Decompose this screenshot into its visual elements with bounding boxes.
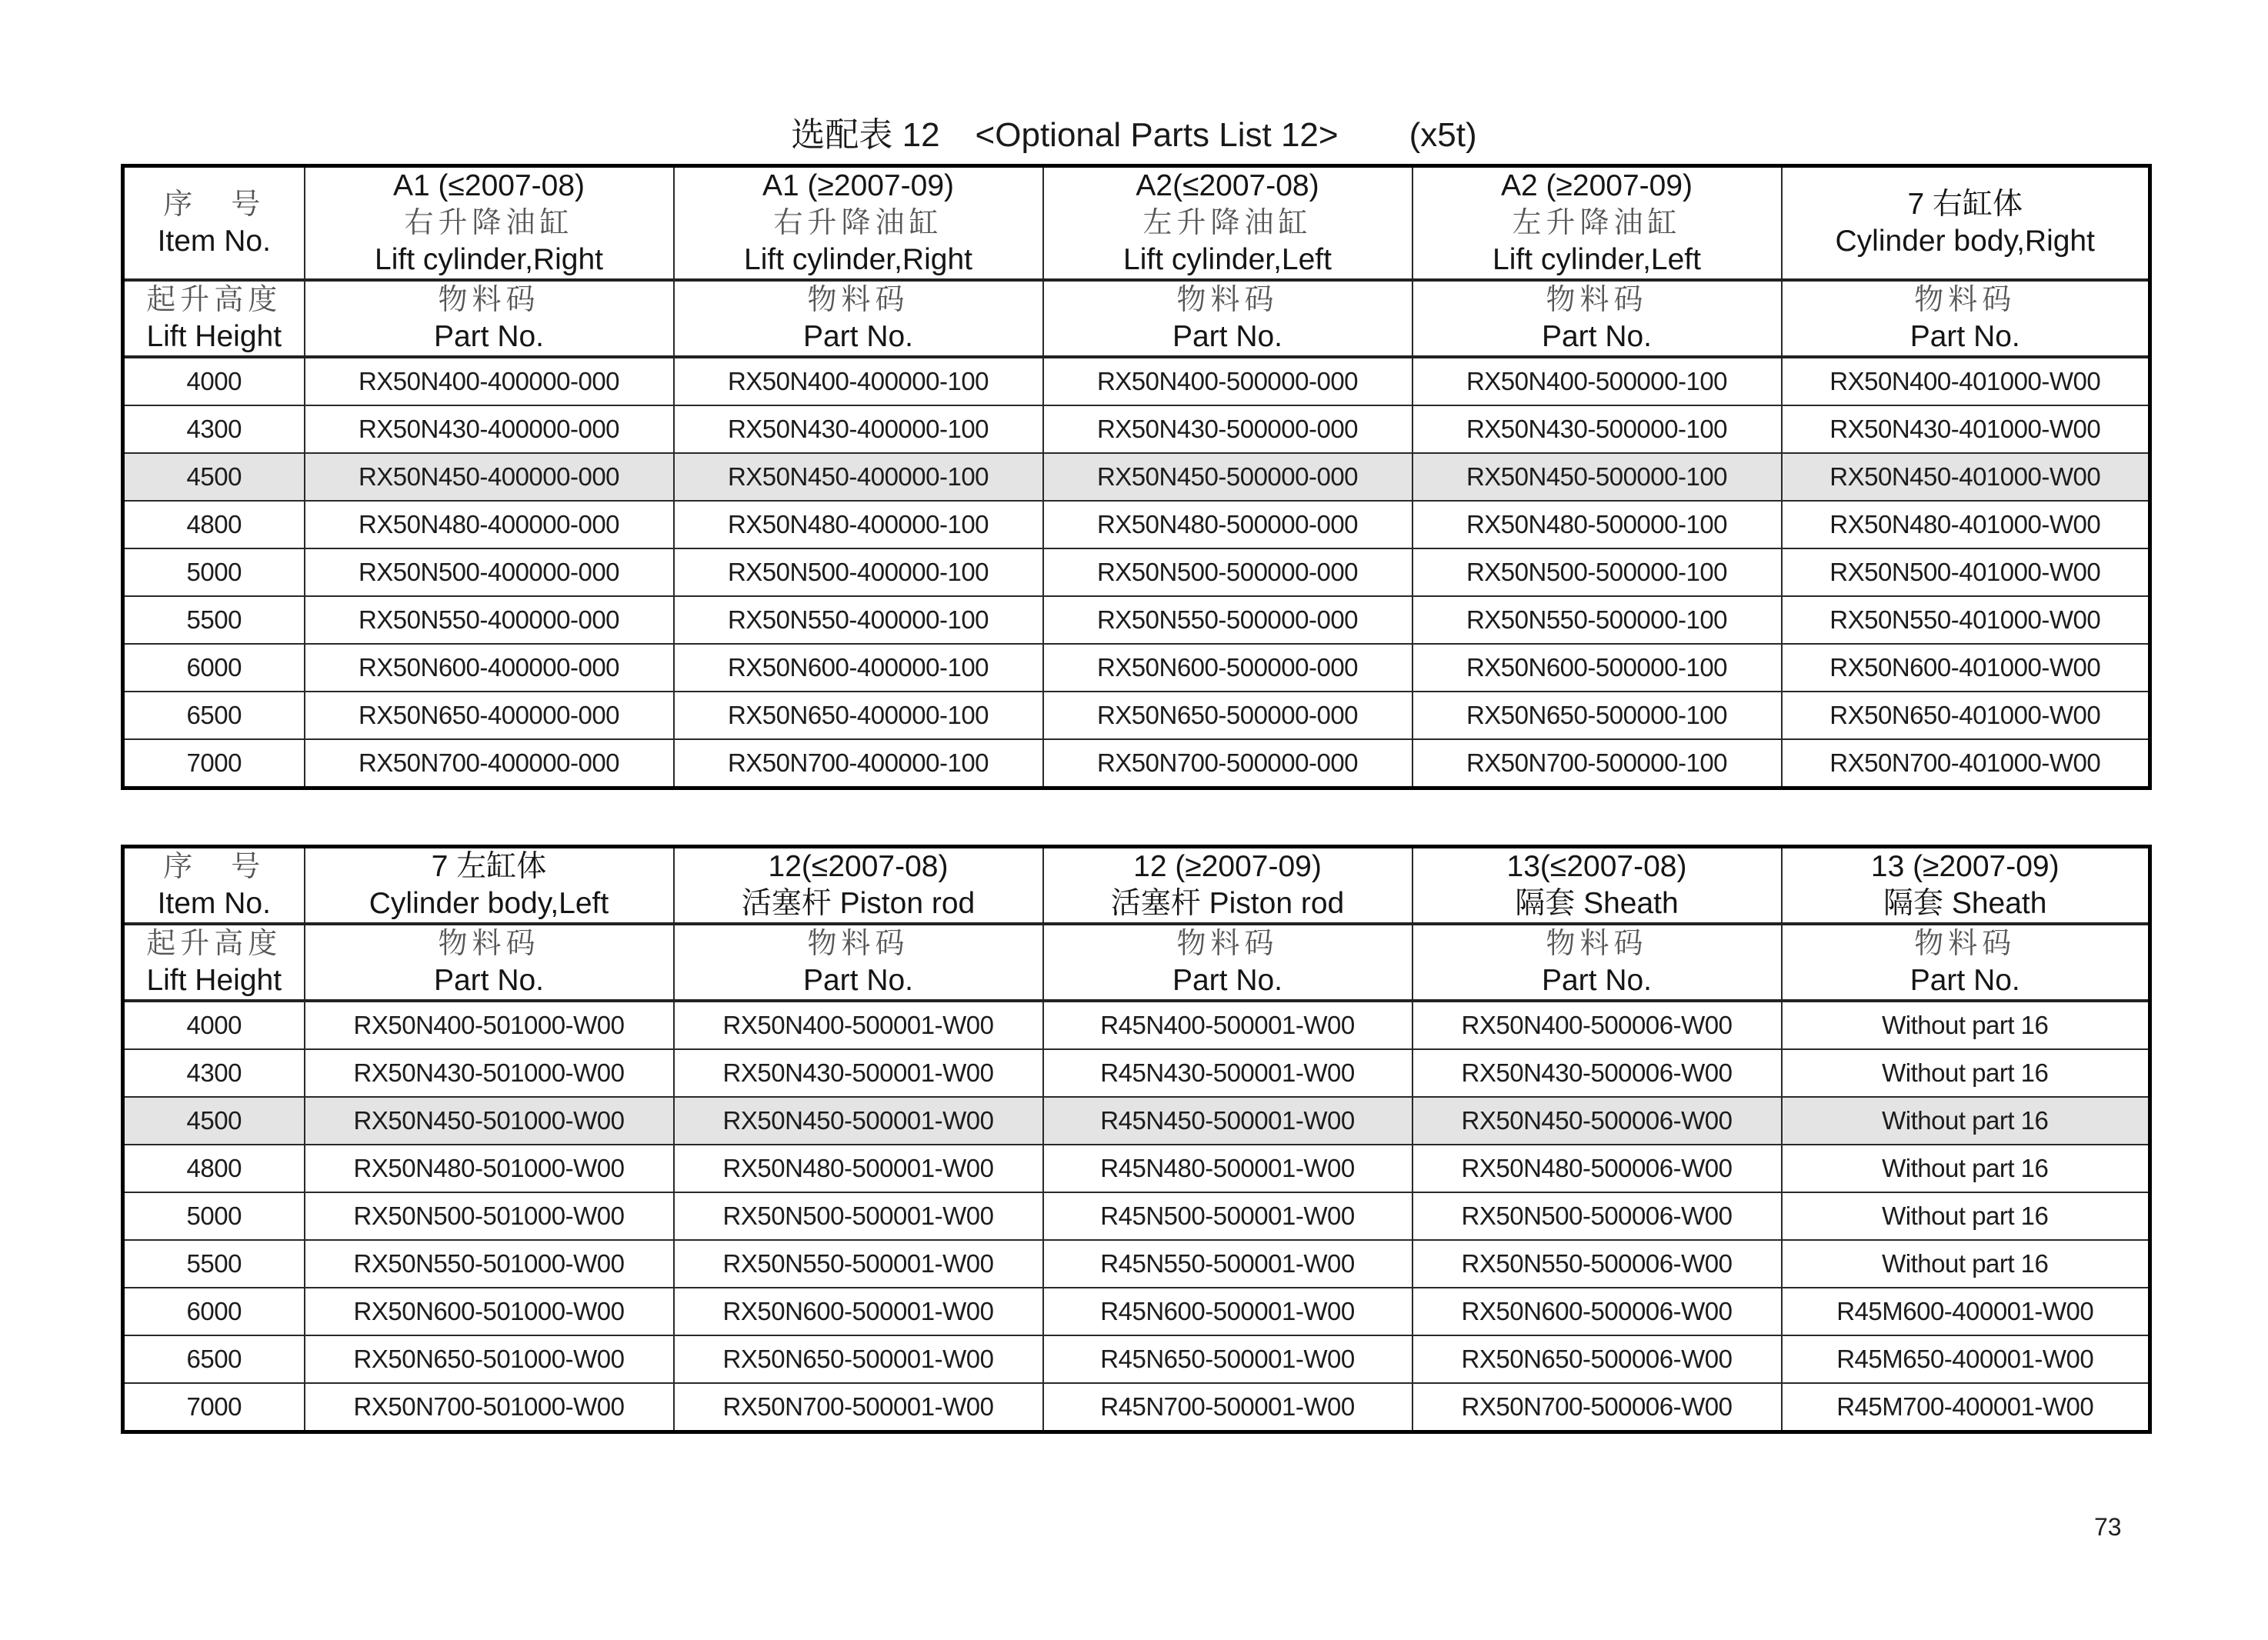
part-number-cell: RX50N450-500006-W00 xyxy=(1412,1097,1782,1145)
lift-height-cell: 4800 xyxy=(123,501,305,548)
column-name-cn: 左升降油缸 xyxy=(1512,207,1682,239)
part-number-cell: RX50N550-500000-000 xyxy=(1043,596,1412,644)
part-number-cell: RX50N500-500006-W00 xyxy=(1412,1192,1782,1240)
part-no-en: Part No. xyxy=(1909,964,2020,997)
column-code: A1 (≥2007-09) xyxy=(762,169,955,202)
part-number-cell: RX50N480-400000-000 xyxy=(305,501,674,548)
part-number-cell: RX50N550-501000-W00 xyxy=(305,1240,674,1288)
part-number-cell: RX50N600-401000-W00 xyxy=(1782,644,2150,692)
part-no-header xyxy=(1043,280,1412,357)
part-number-cell: Without part 16 xyxy=(1782,1240,2150,1288)
header-row-part-no xyxy=(123,280,2150,357)
part-number-cell: RX50N600-500006-W00 xyxy=(1412,1288,1782,1335)
part-no-cn: 物料码 xyxy=(1914,928,2016,960)
column-header xyxy=(305,166,674,281)
header-row-items xyxy=(123,847,2150,925)
table-row xyxy=(123,405,2150,453)
part-no-en: Part No. xyxy=(1541,320,1653,353)
lift-height-en: Lift Height xyxy=(146,320,282,353)
part-number-cell: RX50N450-400000-000 xyxy=(305,453,674,501)
part-number-cell: RX50N500-401000-W00 xyxy=(1782,548,2150,596)
lift-height-cell: 5000 xyxy=(123,548,305,596)
part-number-cell: RX50N480-401000-W00 xyxy=(1782,501,2150,548)
lift-height-cn: 起升高度 xyxy=(146,928,282,960)
table-row xyxy=(123,548,2150,596)
column-code: A2 (≥2007-09) xyxy=(1500,169,1693,202)
part-number-cell: RX50N430-400000-000 xyxy=(305,405,674,453)
title-model: (x5t) xyxy=(1409,116,1477,154)
column-header xyxy=(1043,166,1412,281)
column-header xyxy=(1782,166,2150,281)
part-number-cell: RX50N600-500001-W00 xyxy=(674,1288,1043,1335)
part-number-cell: RX50N480-400000-100 xyxy=(674,501,1043,548)
column-header xyxy=(674,847,1043,925)
lift-height-cell: 4500 xyxy=(123,453,305,501)
lift-height-cell: 4000 xyxy=(123,1001,305,1049)
column-header xyxy=(305,847,674,925)
table-row xyxy=(123,501,2150,548)
column-code: A1 (≤2007-08) xyxy=(392,169,585,202)
part-number-cell: RX50N450-401000-W00 xyxy=(1782,453,2150,501)
part-number-cell: RX50N700-401000-W00 xyxy=(1782,739,2150,788)
column-name-en: Lift cylinder,Right xyxy=(375,243,603,276)
part-number-cell: RX50N400-400000-000 xyxy=(305,357,674,405)
part-number-cell: RX50N400-401000-W00 xyxy=(1782,357,2150,405)
part-no-cn: 物料码 xyxy=(1176,284,1279,316)
column-code: 7 右缸体 xyxy=(1907,188,2023,221)
title-cn: 选配表 12 xyxy=(791,116,940,154)
part-number-cell: RX50N480-500001-W00 xyxy=(674,1145,1043,1192)
part-number-cell: R45N700-500001-W00 xyxy=(1043,1383,1412,1432)
lift-height-cell: 5500 xyxy=(123,596,305,644)
lift-height-cell: 4300 xyxy=(123,1049,305,1097)
lift-height-cell: 5500 xyxy=(123,1240,305,1288)
table-row xyxy=(123,692,2150,739)
part-number-cell: RX50N650-401000-W00 xyxy=(1782,692,2150,739)
table-row xyxy=(123,596,2150,644)
part-number-cell: RX50N650-500001-W00 xyxy=(674,1335,1043,1383)
part-number-cell: RX50N430-500006-W00 xyxy=(1412,1049,1782,1097)
part-no-en: Part No. xyxy=(1172,320,1283,353)
part-no-header xyxy=(1412,924,1782,1001)
part-no-en: Part No. xyxy=(1541,964,1653,997)
part-number-cell: RX50N600-400000-000 xyxy=(305,644,674,692)
column-code: 7 左缸体 xyxy=(431,850,547,883)
part-number-cell: RX50N430-401000-W00 xyxy=(1782,405,2150,453)
lift-height-en: Lift Height xyxy=(146,964,282,997)
part-no-header xyxy=(1782,280,2150,357)
part-number-cell: RX50N500-400000-000 xyxy=(305,548,674,596)
table-2-body xyxy=(123,1001,2150,1432)
item-no-cn: 序 号 xyxy=(163,851,265,883)
column-name: 隔套 Sheath xyxy=(1515,887,1679,920)
part-number-cell: RX50N500-500000-000 xyxy=(1043,548,1412,596)
column-code: 13 (≥2007-09) xyxy=(1870,850,2060,883)
part-number-cell: RX50N550-400000-000 xyxy=(305,596,674,644)
part-number-cell: RX50N650-500000-000 xyxy=(1043,692,1412,739)
part-number-cell: RX50N430-500000-100 xyxy=(1412,405,1782,453)
part-number-cell: Without part 16 xyxy=(1782,1192,2150,1240)
part-number-cell: RX50N550-500006-W00 xyxy=(1412,1240,1782,1288)
part-number-cell: RX50N650-400000-000 xyxy=(305,692,674,739)
column-header xyxy=(1412,166,1782,281)
item-no-header xyxy=(123,166,305,281)
part-number-cell: R45N480-500001-W00 xyxy=(1043,1145,1412,1192)
part-number-cell: RX50N450-400000-100 xyxy=(674,453,1043,501)
optional-parts-table-2 xyxy=(121,845,2152,1434)
part-no-cn: 物料码 xyxy=(1546,928,1648,960)
lift-height-cell: 4800 xyxy=(123,1145,305,1192)
part-number-cell: RX50N430-501000-W00 xyxy=(305,1049,674,1097)
column-name-cn: 右升降油缸 xyxy=(404,207,574,239)
column-name-en: Lift cylinder,Left xyxy=(1493,243,1701,276)
part-number-cell: RX50N480-500000-100 xyxy=(1412,501,1782,548)
lift-height-cell: 4500 xyxy=(123,1097,305,1145)
table-row xyxy=(123,1192,2150,1240)
column-code: A2(≤2007-08) xyxy=(1136,169,1319,202)
table-row xyxy=(123,1335,2150,1383)
part-number-cell: R45N600-500001-W00 xyxy=(1043,1288,1412,1335)
table-row xyxy=(123,1383,2150,1432)
part-number-cell: RX50N450-500000-100 xyxy=(1412,453,1782,501)
header-row-part-no xyxy=(123,924,2150,1001)
table-row xyxy=(123,1240,2150,1288)
column-code: 12 (≥2007-09) xyxy=(1133,850,1322,883)
part-no-en: Part No. xyxy=(802,320,914,353)
lift-height-cell: 5000 xyxy=(123,1192,305,1240)
table-row xyxy=(123,1049,2150,1097)
table-row xyxy=(123,739,2150,788)
part-no-en: Part No. xyxy=(1172,964,1283,997)
table-row xyxy=(123,357,2150,405)
part-no-header xyxy=(1043,924,1412,1001)
part-number-cell: RX50N450-500001-W00 xyxy=(674,1097,1043,1145)
part-number-cell: RX50N700-400000-100 xyxy=(674,739,1043,788)
column-header xyxy=(1043,847,1412,925)
column-name-en: Cylinder body,Right xyxy=(1835,225,2095,258)
part-number-cell: RX50N600-500000-100 xyxy=(1412,644,1782,692)
part-number-cell: RX50N430-400000-100 xyxy=(674,405,1043,453)
item-no-header xyxy=(123,847,305,925)
lift-height-header xyxy=(123,280,305,357)
column-name: Cylinder body,Left xyxy=(369,887,609,920)
part-number-cell: RX50N700-501000-W00 xyxy=(305,1383,674,1432)
column-name-cn: 右升降油缸 xyxy=(773,207,943,239)
part-number-cell: R45N550-500001-W00 xyxy=(1043,1240,1412,1288)
page-number: 73 xyxy=(2094,1513,2122,1541)
lift-height-cell: 4300 xyxy=(123,405,305,453)
part-number-cell: RX50N700-500006-W00 xyxy=(1412,1383,1782,1432)
column-header xyxy=(1782,847,2150,925)
part-no-header xyxy=(1782,924,2150,1001)
part-number-cell: RX50N400-500006-W00 xyxy=(1412,1001,1782,1049)
part-number-cell: RX50N480-500000-000 xyxy=(1043,501,1412,548)
part-number-cell: RX50N400-500001-W00 xyxy=(674,1001,1043,1049)
part-number-cell: RX50N500-500000-100 xyxy=(1412,548,1782,596)
part-no-cn: 物料码 xyxy=(438,284,540,316)
part-no-cn: 物料码 xyxy=(807,284,909,316)
part-number-cell: R45M600-400001-W00 xyxy=(1782,1288,2150,1335)
column-name-en: Lift cylinder,Left xyxy=(1123,243,1332,276)
column-header xyxy=(1412,847,1782,925)
part-number-cell: RX50N550-401000-W00 xyxy=(1782,596,2150,644)
part-number-cell: RX50N700-500000-100 xyxy=(1412,739,1782,788)
part-no-en: Part No. xyxy=(802,964,914,997)
part-no-header xyxy=(674,280,1043,357)
part-number-cell: RX50N480-500006-W00 xyxy=(1412,1145,1782,1192)
lift-height-cell: 4000 xyxy=(123,357,305,405)
lift-height-cell: 6000 xyxy=(123,644,305,692)
part-number-cell: RX50N550-500001-W00 xyxy=(674,1240,1043,1288)
table-row xyxy=(123,1288,2150,1335)
part-number-cell: RX50N700-500001-W00 xyxy=(674,1383,1043,1432)
part-no-cn: 物料码 xyxy=(1914,284,2016,316)
lift-height-cell: 6500 xyxy=(123,1335,305,1383)
column-name: 活塞杆 Piston rod xyxy=(741,887,976,920)
part-number-cell: RX50N400-501000-W00 xyxy=(305,1001,674,1049)
title-en: <Optional Parts List 12> xyxy=(975,116,1339,154)
header-row-items xyxy=(123,166,2150,281)
part-no-en: Part No. xyxy=(1909,320,2020,353)
part-number-cell: RX50N450-501000-W00 xyxy=(305,1097,674,1145)
lift-height-cell: 7000 xyxy=(123,1383,305,1432)
lift-height-cell: 7000 xyxy=(123,739,305,788)
column-code: 12(≤2007-08) xyxy=(768,850,949,883)
part-no-cn: 物料码 xyxy=(1546,284,1648,316)
part-number-cell: RX50N400-500000-000 xyxy=(1043,357,1412,405)
item-no-cn: 序 号 xyxy=(163,188,265,221)
part-number-cell: RX50N650-400000-100 xyxy=(674,692,1043,739)
part-number-cell: RX50N550-500000-100 xyxy=(1412,596,1782,644)
part-number-cell: RX50N500-500001-W00 xyxy=(674,1192,1043,1240)
part-number-cell: Without part 16 xyxy=(1782,1097,2150,1145)
part-number-cell: Without part 16 xyxy=(1782,1049,2150,1097)
column-code: 13(≤2007-08) xyxy=(1506,850,1687,883)
part-number-cell: RX50N400-500000-100 xyxy=(1412,357,1782,405)
table-row xyxy=(123,1145,2150,1192)
part-number-cell: Without part 16 xyxy=(1782,1145,2150,1192)
column-name: 隔套 Sheath xyxy=(1883,887,2047,920)
lift-height-cell: 6500 xyxy=(123,692,305,739)
part-no-header xyxy=(1412,280,1782,357)
lift-height-cell: 6000 xyxy=(123,1288,305,1335)
page-title xyxy=(0,115,2268,155)
optional-parts-table-1 xyxy=(121,164,2152,790)
part-no-en: Part No. xyxy=(433,964,545,997)
part-number-cell: RX50N480-501000-W00 xyxy=(305,1145,674,1192)
column-name: 活塞杆 Piston rod xyxy=(1110,887,1345,920)
lift-height-header xyxy=(123,924,305,1001)
column-header xyxy=(674,166,1043,281)
part-number-cell: RX50N550-400000-100 xyxy=(674,596,1043,644)
part-number-cell: RX50N400-400000-100 xyxy=(674,357,1043,405)
table-row xyxy=(123,1097,2150,1145)
part-number-cell: R45N650-500001-W00 xyxy=(1043,1335,1412,1383)
part-number-cell: R45M700-400001-W00 xyxy=(1782,1383,2150,1432)
table-1-body xyxy=(123,357,2150,788)
part-number-cell: R45N450-500001-W00 xyxy=(1043,1097,1412,1145)
item-no-en: Item No. xyxy=(157,225,271,258)
part-number-cell: RX50N600-500000-000 xyxy=(1043,644,1412,692)
part-number-cell: RX50N430-500001-W00 xyxy=(674,1049,1043,1097)
part-no-header xyxy=(305,924,674,1001)
part-number-cell: RX50N700-500000-000 xyxy=(1043,739,1412,788)
part-number-cell: RX50N600-400000-100 xyxy=(674,644,1043,692)
item-no-en: Item No. xyxy=(157,887,271,920)
part-no-header xyxy=(674,924,1043,1001)
column-name-cn: 左升降油缸 xyxy=(1142,207,1312,239)
part-number-cell: RX50N700-400000-000 xyxy=(305,739,674,788)
part-number-cell: RX50N650-500000-100 xyxy=(1412,692,1782,739)
part-no-cn: 物料码 xyxy=(1176,928,1279,960)
table-row xyxy=(123,644,2150,692)
part-no-cn: 物料码 xyxy=(807,928,909,960)
part-no-en: Part No. xyxy=(433,320,545,353)
part-number-cell: RX50N430-500000-000 xyxy=(1043,405,1412,453)
part-number-cell: RX50N650-500006-W00 xyxy=(1412,1335,1782,1383)
part-number-cell: RX50N500-501000-W00 xyxy=(305,1192,674,1240)
part-number-cell: Without part 16 xyxy=(1782,1001,2150,1049)
part-number-cell: RX50N450-500000-000 xyxy=(1043,453,1412,501)
part-no-cn: 物料码 xyxy=(438,928,540,960)
part-number-cell: RX50N650-501000-W00 xyxy=(305,1335,674,1383)
table-row xyxy=(123,1001,2150,1049)
column-name-en: Lift cylinder,Right xyxy=(744,243,972,276)
part-number-cell: RX50N500-400000-100 xyxy=(674,548,1043,596)
table-row xyxy=(123,453,2150,501)
part-number-cell: R45N400-500001-W00 xyxy=(1043,1001,1412,1049)
part-number-cell: R45M650-400001-W00 xyxy=(1782,1335,2150,1383)
part-number-cell: RX50N600-501000-W00 xyxy=(305,1288,674,1335)
part-number-cell: R45N500-500001-W00 xyxy=(1043,1192,1412,1240)
part-no-header xyxy=(305,280,674,357)
lift-height-cn: 起升高度 xyxy=(146,284,282,316)
part-number-cell: R45N430-500001-W00 xyxy=(1043,1049,1412,1097)
